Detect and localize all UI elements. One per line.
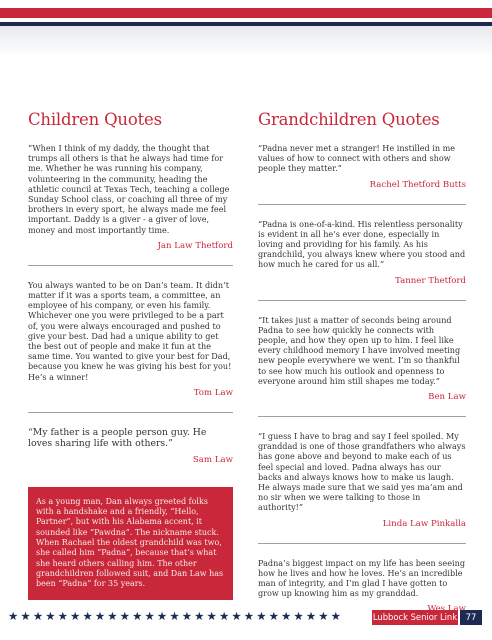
quote-text: Padna’s biggest impact on my life has been seeing how he lives and how he loves. He’s an incredible man of integrity, and I’m glad I have gotten to grow up knowing him as my granddad. [258,557,465,599]
quote-block [28,280,233,398]
divider [258,416,466,417]
quote-text: You always wanted to be on Dan’s team. It didn’t matter if it was a sports team, a committee, an employee of his company, or even his family. Whichever one you were privileged to be a part of, you were always encouraged and pushed to give your best. Dad had a unique ability to get the best out of people and make it fun at the same time. You wanted to give your best for Dad, because you knew he was giving his best for you! He’s a winner! [28,279,232,382]
quote-block [258,431,466,529]
page-footer [0,608,492,630]
quote-block [28,427,233,465]
page-number: 77 [460,610,482,625]
quote-text: “When I think of my daddy, the thought that trumps all others is that he always had time for me. Whether he was running his company, volunteering in the community, heading the athletic council at Texas Tech, teaching a college Sunday School class, or coaching all three of my brothers in every sport, he always made me feel important. Daddy is a giver - a giver of love, money and most importantly time. [28,143,230,235]
divider [28,265,233,266]
quote-text: “My father is a people person guy. He loves sharing life with others.” [28,426,207,449]
top-band-red-stripe [0,8,492,18]
grandchildren-quotes-column [258,110,466,614]
top-band-fade [0,26,492,58]
quote-text: “It takes just a matter of seconds being around Padna to see how quickly he connects with people, and how they open up to him. I feel like every childhood memory I have involved meeting new people everywhere we went. I’m so thankful to see how much his outlook and openness to everyone around him still shapes me today.” [258,314,461,386]
sidebar-text: As a young man, Dan always greeted folks with a handshake and a friendly, “Hello, Partner”, but with his Alabama accent, it sounded like “Pawdna”. The nickname stuck. When Rachael the oldest grandchild was two, she called him “Padna”, because that’s what she heard others calling him. The other grandchildren followed suit, and Dan Law has been “Padna” for 35 years. [36,496,224,589]
children-quotes-column [28,110,233,600]
quote-block [258,143,466,190]
quote-block [258,315,466,402]
divider [258,543,466,544]
quote-block [28,143,233,251]
quote-text: “Padna is one-of-a-kind. His relentless personality is evident in all he’s ever done, especially in loving and providing for his family. As his grandchild, you always knew where you stood and how much he cared for us all.” [258,218,466,270]
quote-author: Jan Law Thetford [157,240,233,251]
quote-block [258,558,466,615]
quote-author: Rachel Thetford Butts [369,179,466,190]
quote-author: Tom Law [193,387,233,398]
divider [258,300,466,301]
quote-text: “Padna never met a stranger! He instilled in me values of how to connect with others and show people they matter.” [258,143,456,174]
quote-author: Linda Law Pinkalla [382,518,466,529]
divider [258,204,466,205]
children-heading: Children Quotes [28,110,162,129]
grandchildren-heading: Grandchildren Quotes [258,110,440,129]
star-row-icon: ★★★★★★★★★★★★★★★★★★★★★★★★★★★ [8,609,344,623]
publication-name: Lubbock Senior Link [372,610,458,625]
quote-author: Sam Law [192,454,233,465]
quote-author: Tanner Thetford [395,275,466,286]
quote-text: “I guess I have to brag and say I feel spoiled. My granddad is one of those grandfathers who always has gone above and beyond to make each of us feel special and loved. Padna always has our backs and always knows how to make us laugh. He always made sure that we said yes ma’am and no sir when we were talking to those in authority!” [258,431,466,513]
quote-author: Ben Law [428,392,466,403]
divider [28,412,233,413]
quote-block [258,219,466,286]
padna-nickname-sidebar [28,487,233,600]
